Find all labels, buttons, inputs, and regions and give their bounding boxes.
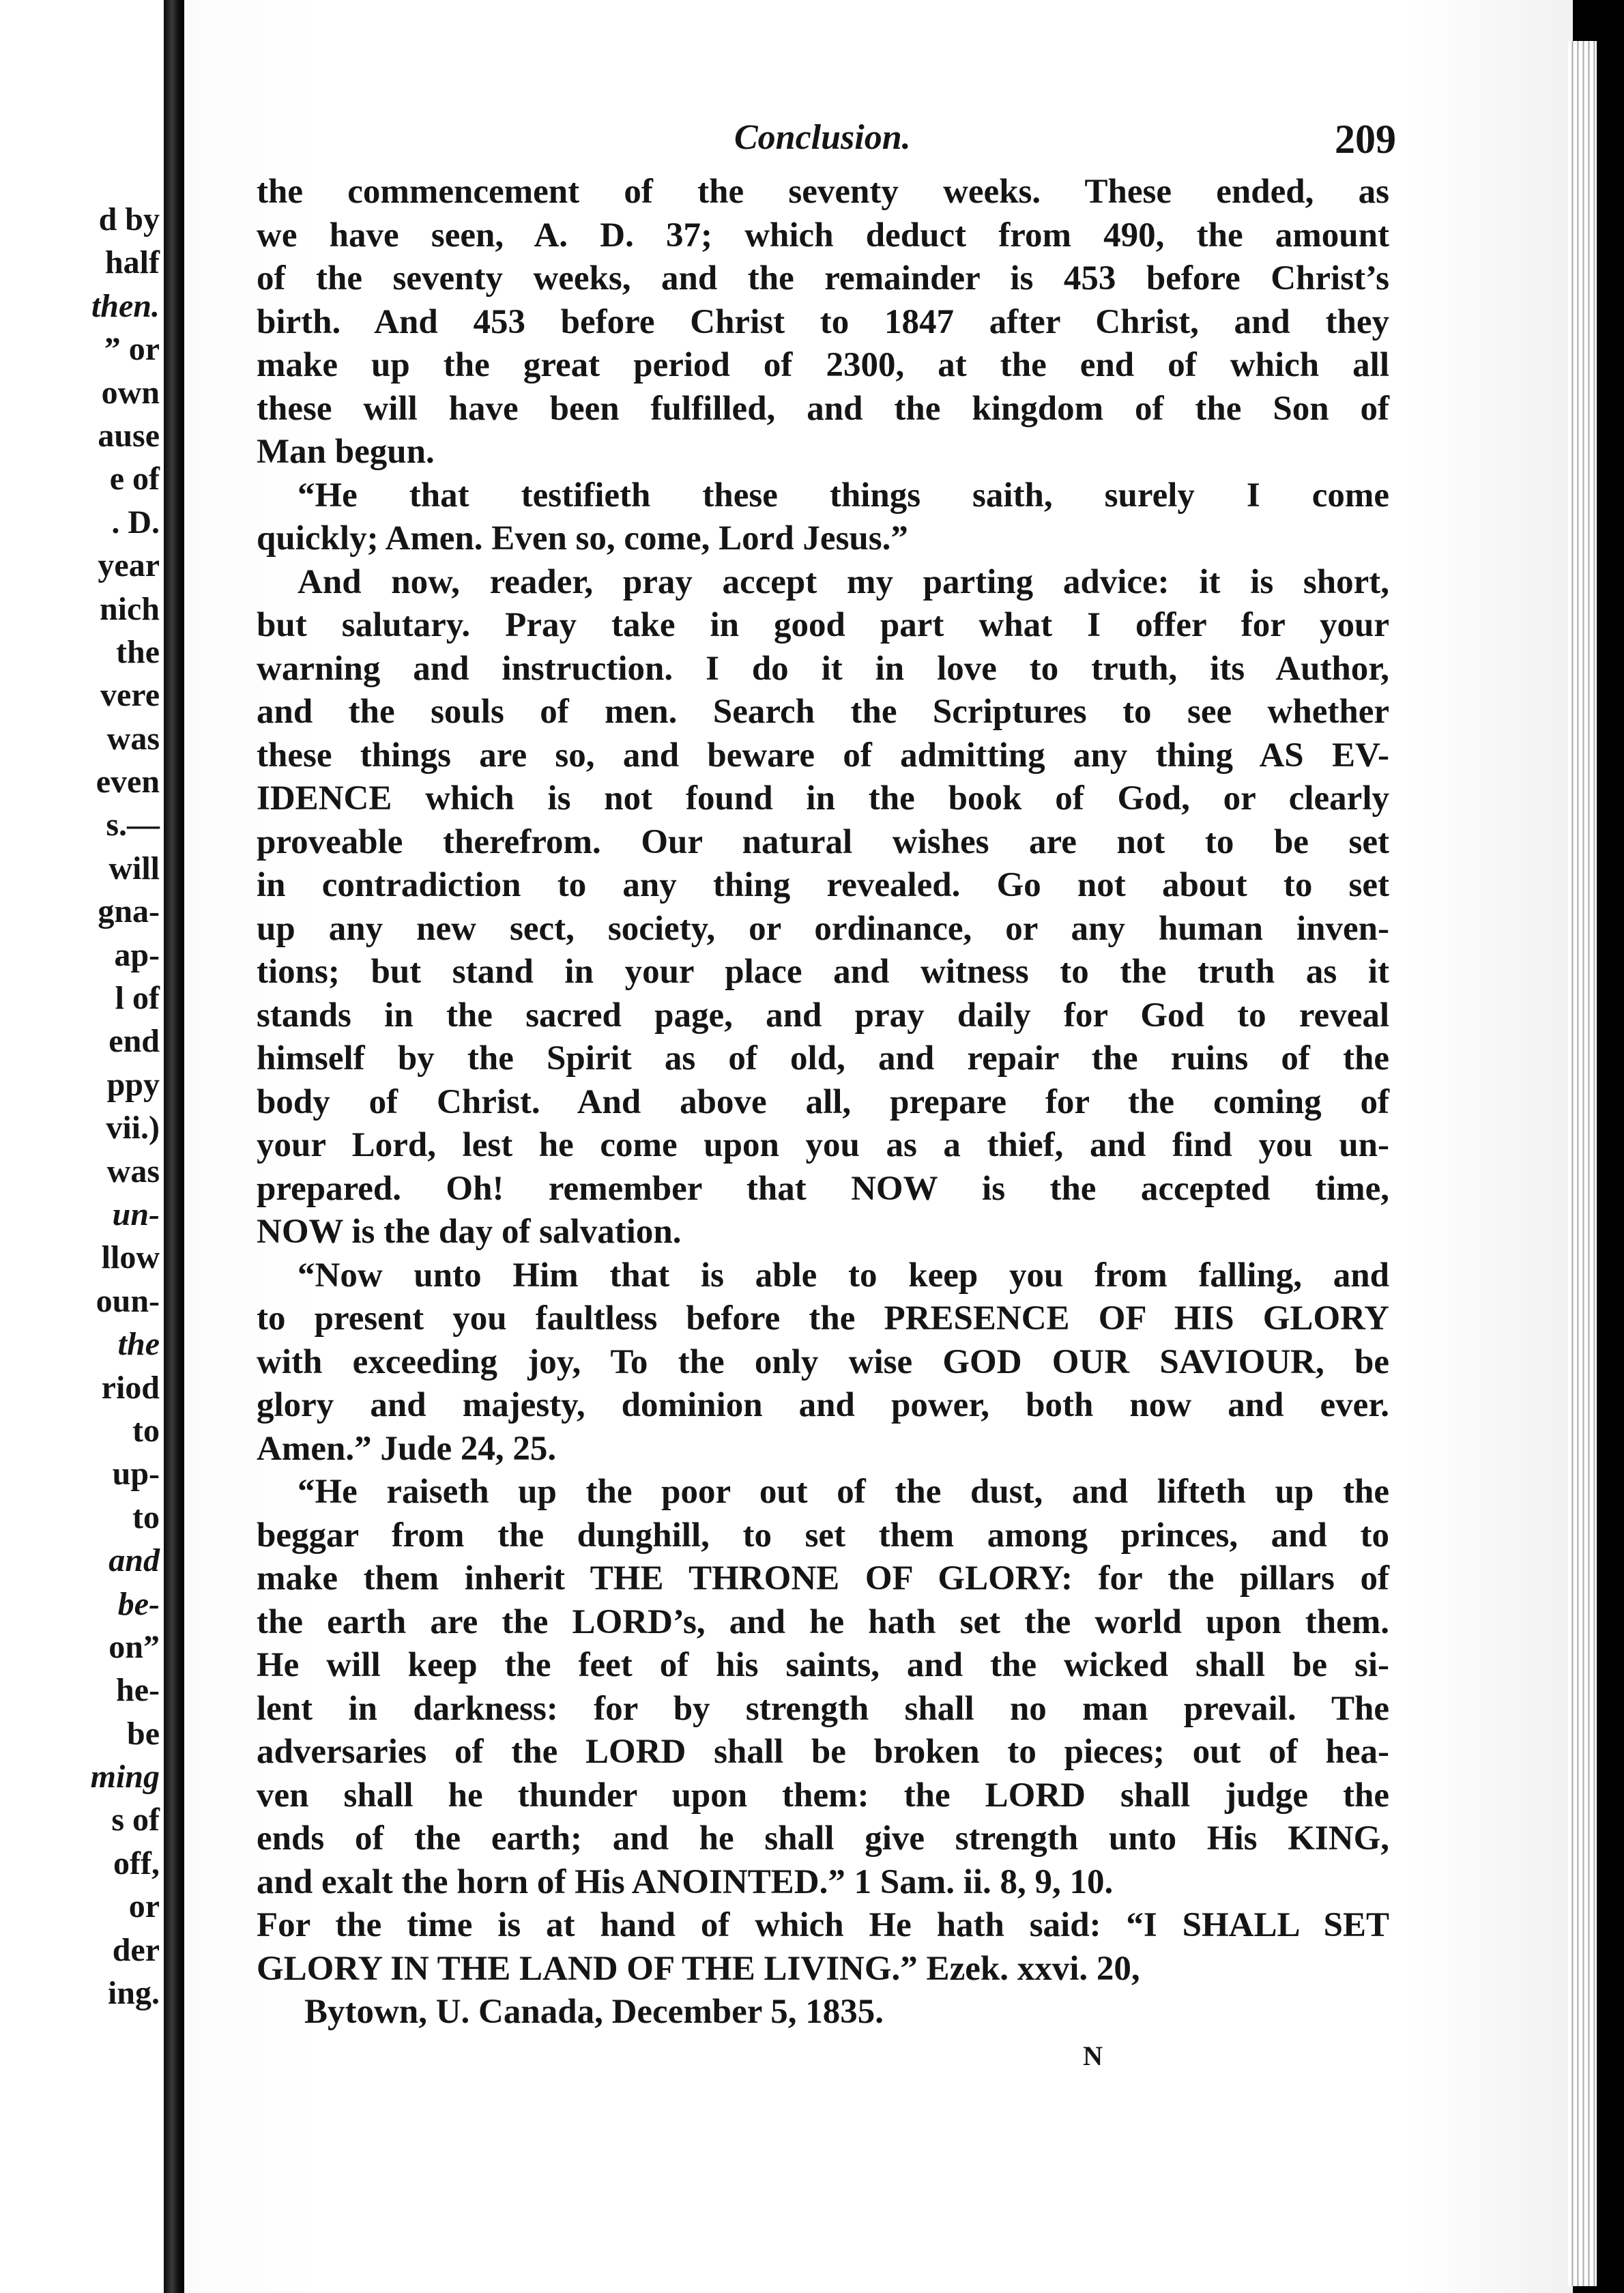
- text-line: He will keep the feet of his saints, and the wicked shall be si-: [257, 1646, 1389, 1684]
- text-line: prepared. Oh! remember that NOW is the accepted time,: [257, 1169, 1389, 1208]
- text-line: of the seventy weeks, and the remainder is 453 before Christ’s: [257, 259, 1389, 298]
- left-line-fragment: un-: [112, 1196, 160, 1232]
- left-line-fragment: ” or: [104, 331, 160, 368]
- left-line-fragment: year: [98, 547, 160, 584]
- left-line-fragment: was: [106, 1153, 160, 1189]
- text-line: tions; but stand in your place and witness to the truth as it: [257, 953, 1389, 991]
- text-line: make them inherit THE THRONE OF GLORY: for the pillars of: [257, 1559, 1389, 1598]
- text-line: but salutary. Pray take in good part what I offer for your: [257, 606, 1389, 644]
- text-line: we have seen, A. D. 37; which deduct from 490, the amount: [257, 216, 1389, 255]
- left-line-fragment: half: [104, 244, 160, 281]
- text-line: with exceeding joy, To the only wise GOD OUR SAVIOUR, be: [257, 1342, 1389, 1381]
- text-line: birth. And 453 before Christ to 1847 after Christ, and they: [257, 302, 1389, 341]
- text-line: these will have been fulfilled, and the kingdom of the Son of: [257, 389, 1389, 428]
- left-line-fragment: on”: [108, 1628, 160, 1665]
- text-line: Bytown, U. Canada, December 5, 1835.: [304, 1993, 884, 2031]
- text-line: and the souls of men. Search the Scriptures to see whether: [257, 693, 1389, 731]
- text-line: warning and instruction. I do it in love to truth, its Author,: [257, 649, 1389, 688]
- text-line: “He that testifieth these things saith, surely I come: [298, 476, 1389, 515]
- text-line: “Now unto Him that is able to keep you from falling, and: [298, 1256, 1389, 1295]
- text-line: up any new sect, society, or ordinance, or any human inven-: [257, 909, 1389, 948]
- left-line-fragment: to: [132, 1499, 160, 1535]
- left-line-fragment: will: [108, 850, 160, 886]
- right-page: [184, 0, 1573, 2293]
- page-number: 209: [1335, 117, 1396, 162]
- left-line-fragment: end: [108, 1023, 160, 1060]
- left-line-fragment: was: [106, 720, 160, 757]
- text-line: and exalt the horn of His ANOINTED.” 1 Sam. ii. 8, 9, 10.: [257, 1862, 1114, 1901]
- text-line: body of Christ. And above all, prepare for the coming of: [257, 1082, 1389, 1121]
- text-line: N: [1083, 2040, 1103, 2071]
- left-line-fragment: be-: [117, 1585, 160, 1622]
- left-page-text: [10, 198, 160, 2015]
- text-line: GLORY IN THE LAND OF THE LIVING.” Ezek. xxvi. 20,: [257, 1949, 1140, 1988]
- left-line-fragment: vere: [100, 677, 160, 714]
- page-edge: [1568, 41, 1597, 2286]
- left-line-fragment: s of: [111, 1802, 160, 1838]
- text-line: IDENCE which is not found in the book of God, or clearly: [257, 779, 1389, 818]
- left-line-fragment: d by: [98, 201, 160, 237]
- text-line: ven shall he thunder upon them: the LORD shall judge the: [257, 1776, 1389, 1815]
- text-line: your Lord, lest he come upon you as a thief, and find you un-: [257, 1126, 1389, 1164]
- left-line-fragment: riod: [101, 1369, 160, 1406]
- left-line-fragment: ing.: [107, 1975, 160, 2012]
- text-line: himself by the Spirit as of old, and repair the ruins of the: [257, 1039, 1389, 1078]
- left-line-fragment: be: [127, 1715, 160, 1752]
- text-line: glory and majesty, dominion and power, both now and ever.: [257, 1386, 1389, 1424]
- text-line: beggar from the dunghill, to set them among princes, and to: [257, 1516, 1389, 1555]
- left-line-fragment: vii.): [106, 1110, 160, 1146]
- text-line: make up the great period of 2300, at the end of which all: [257, 346, 1389, 384]
- text-line: the commencement of the seventy weeks. These ended, as: [257, 173, 1389, 211]
- left-line-fragment: and: [108, 1542, 160, 1579]
- text-line: in contradiction to any thing revealed. Go not about to set: [257, 866, 1389, 904]
- left-line-fragment: nich: [99, 590, 160, 627]
- page-text: [257, 116, 1396, 2077]
- left-line-fragment: s.—: [106, 807, 160, 843]
- left-line-fragment: . D.: [111, 504, 160, 540]
- text-line: these things are so, and beware of admitting any thing AS EV-: [257, 736, 1389, 775]
- text-line: to present you faultless before the PRESENCE OF HIS GLORY: [257, 1299, 1389, 1338]
- text-line: stands in the sacred page, and pray daily for God to reveal: [257, 996, 1389, 1035]
- left-line-fragment: e of: [109, 461, 160, 497]
- running-head: Conclusion.: [734, 118, 911, 157]
- left-line-fragment: l of: [115, 980, 160, 1017]
- left-line-fragment: gna-: [98, 893, 160, 930]
- page-header: [257, 116, 1396, 171]
- left-line-fragment: ause: [98, 417, 160, 454]
- text-line: For the time is at hand of which He hath said: “I SHALL SET: [257, 1906, 1389, 1944]
- left-line-fragment: oun-: [96, 1282, 160, 1319]
- left-line-fragment: the: [117, 1326, 160, 1363]
- text-line: Amen.” Jude 24, 25.: [257, 1429, 557, 1468]
- text-line: quickly; Amen. Even so, come, Lord Jesus.”: [257, 519, 908, 558]
- left-line-fragment: own: [101, 374, 160, 411]
- text-line: Man begun.: [257, 433, 435, 471]
- text-line: proveable therefrom. Our natural wishes are not to be set: [257, 822, 1389, 861]
- left-line-fragment: the: [116, 633, 160, 670]
- left-line-fragment: or: [128, 1888, 160, 1925]
- text-line: “He raiseth up the poor out of the dust, and lifteth up the: [298, 1473, 1389, 1511]
- text-line: NOW is the day of salvation.: [257, 1213, 682, 1251]
- left-line-fragment: then.: [91, 287, 160, 324]
- left-line-fragment: even: [96, 764, 160, 801]
- left-line-fragment: off,: [113, 1845, 160, 1881]
- left-line-fragment: llow: [101, 1239, 160, 1276]
- text-line: ends of the earth; and he shall give strength unto His KING,: [257, 1819, 1389, 1858]
- book-gutter: [164, 0, 184, 2293]
- left-line-fragment: to: [132, 1412, 160, 1449]
- text-line: lent in darkness: for by strength shall no man prevail. The: [257, 1689, 1389, 1728]
- left-line-fragment: der: [112, 1931, 160, 1968]
- text-line: And now, reader, pray accept my parting advice: it is short,: [298, 562, 1389, 601]
- left-line-fragment: ming: [90, 1759, 160, 1796]
- body-text: [257, 171, 1389, 2077]
- text-line: adversaries of the LORD shall be broken to pieces; out of hea-: [257, 1733, 1389, 1771]
- left-line-fragment: ppy: [106, 1066, 160, 1103]
- left-page-fragment: [0, 0, 164, 2293]
- left-line-fragment: he-: [116, 1672, 160, 1709]
- text-line: the earth are the LORD’s, and he hath set the world upon them.: [257, 1602, 1389, 1641]
- left-line-fragment: ap-: [114, 936, 160, 973]
- left-line-fragment: up-: [112, 1456, 160, 1492]
